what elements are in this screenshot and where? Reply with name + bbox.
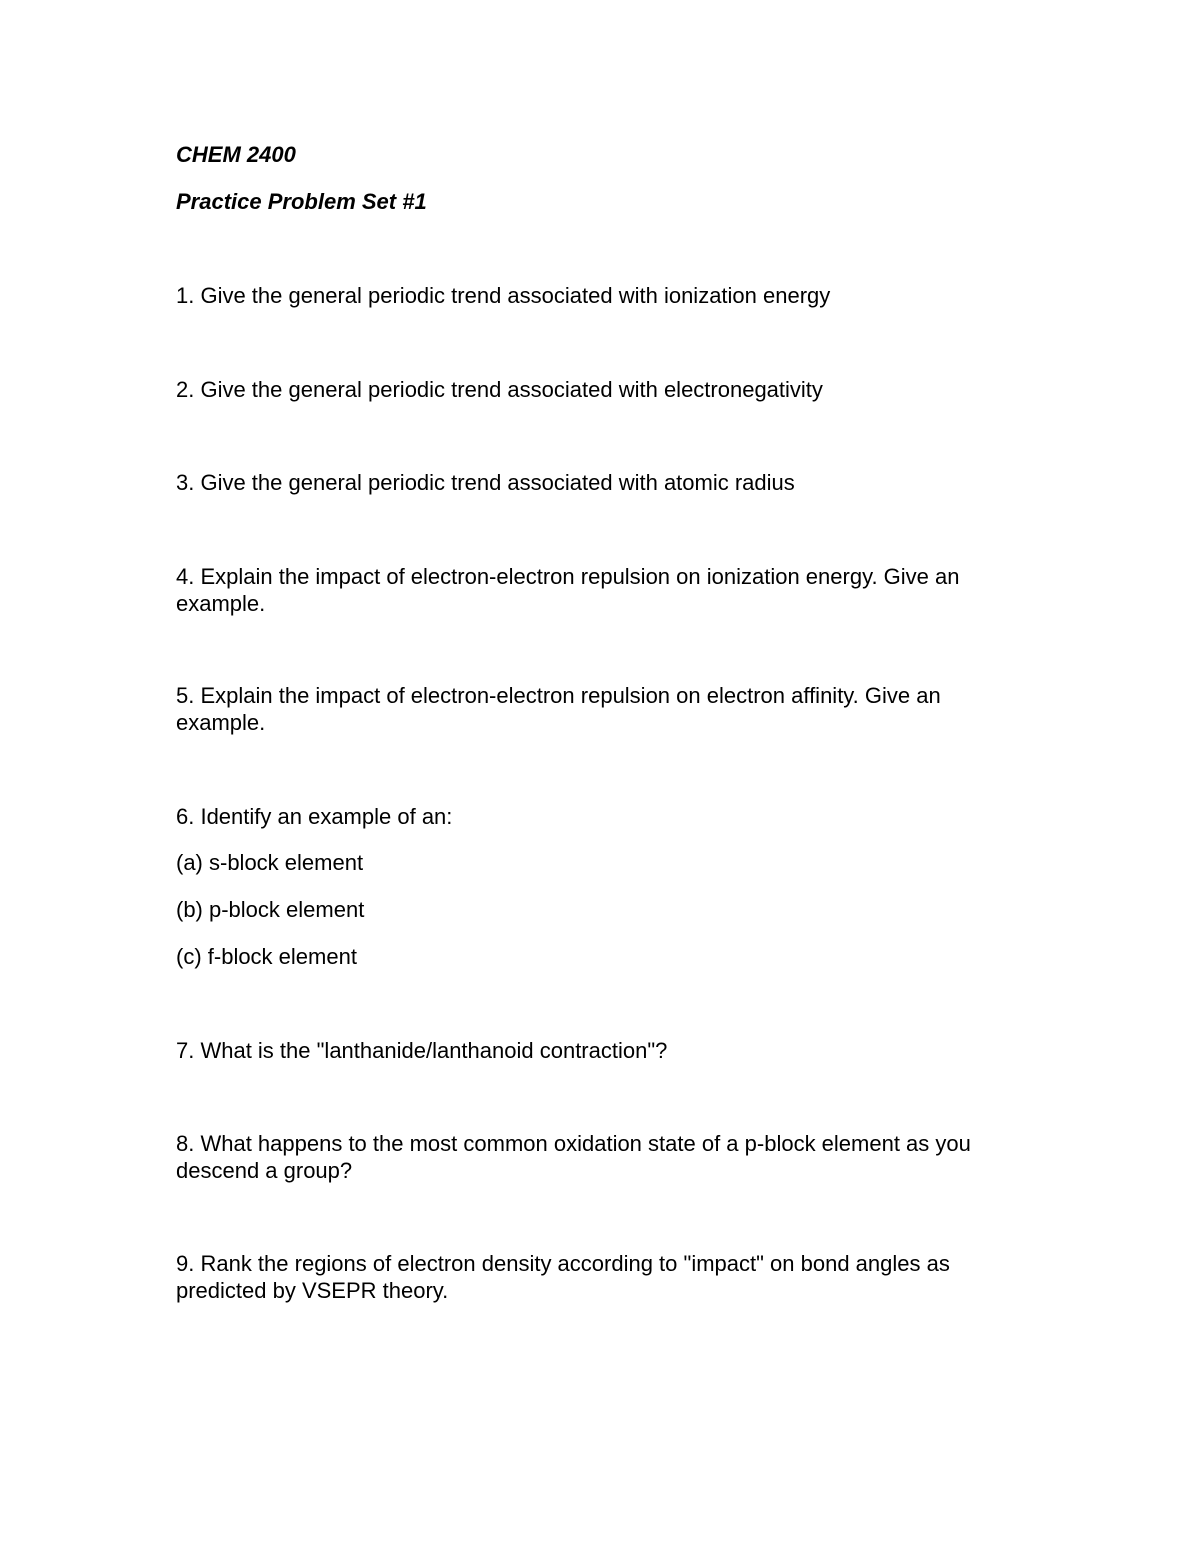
course-title: CHEM 2400 — [176, 142, 296, 167]
question-5: 5. Explain the impact of electron-electron repulsion on electron affinity. Give an example. — [176, 683, 941, 735]
question-6a: (a) s-block element — [176, 850, 364, 875]
question-3: 3. Give the general periodic trend associated with atomic radius — [176, 470, 795, 495]
question-2: 2. Give the general periodic trend associated with electronegativity — [176, 377, 823, 402]
question-9: 9. Rank the regions of electron density according to "impact" on bond angles as predicted by VSEPR theory. — [176, 1251, 950, 1303]
problem-set-title: Practice Problem Set #1 — [176, 189, 427, 214]
question-6c: (c) f-block element — [176, 944, 357, 969]
question-8: 8. What happens to the most common oxidation state of a p-block element as you descend a group? — [176, 1131, 971, 1183]
question-6b: (b) p-block element — [176, 897, 365, 922]
question-7: 7. What is the "lanthanide/lanthanoid contraction"? — [176, 1038, 668, 1063]
question-4: 4. Explain the impact of electron-electron repulsion on ionization energy. Give an example. — [176, 564, 960, 616]
question-1: 1. Give the general periodic trend associated with ionization energy — [176, 283, 831, 308]
question-6: 6. Identify an example of an: — [176, 804, 453, 829]
